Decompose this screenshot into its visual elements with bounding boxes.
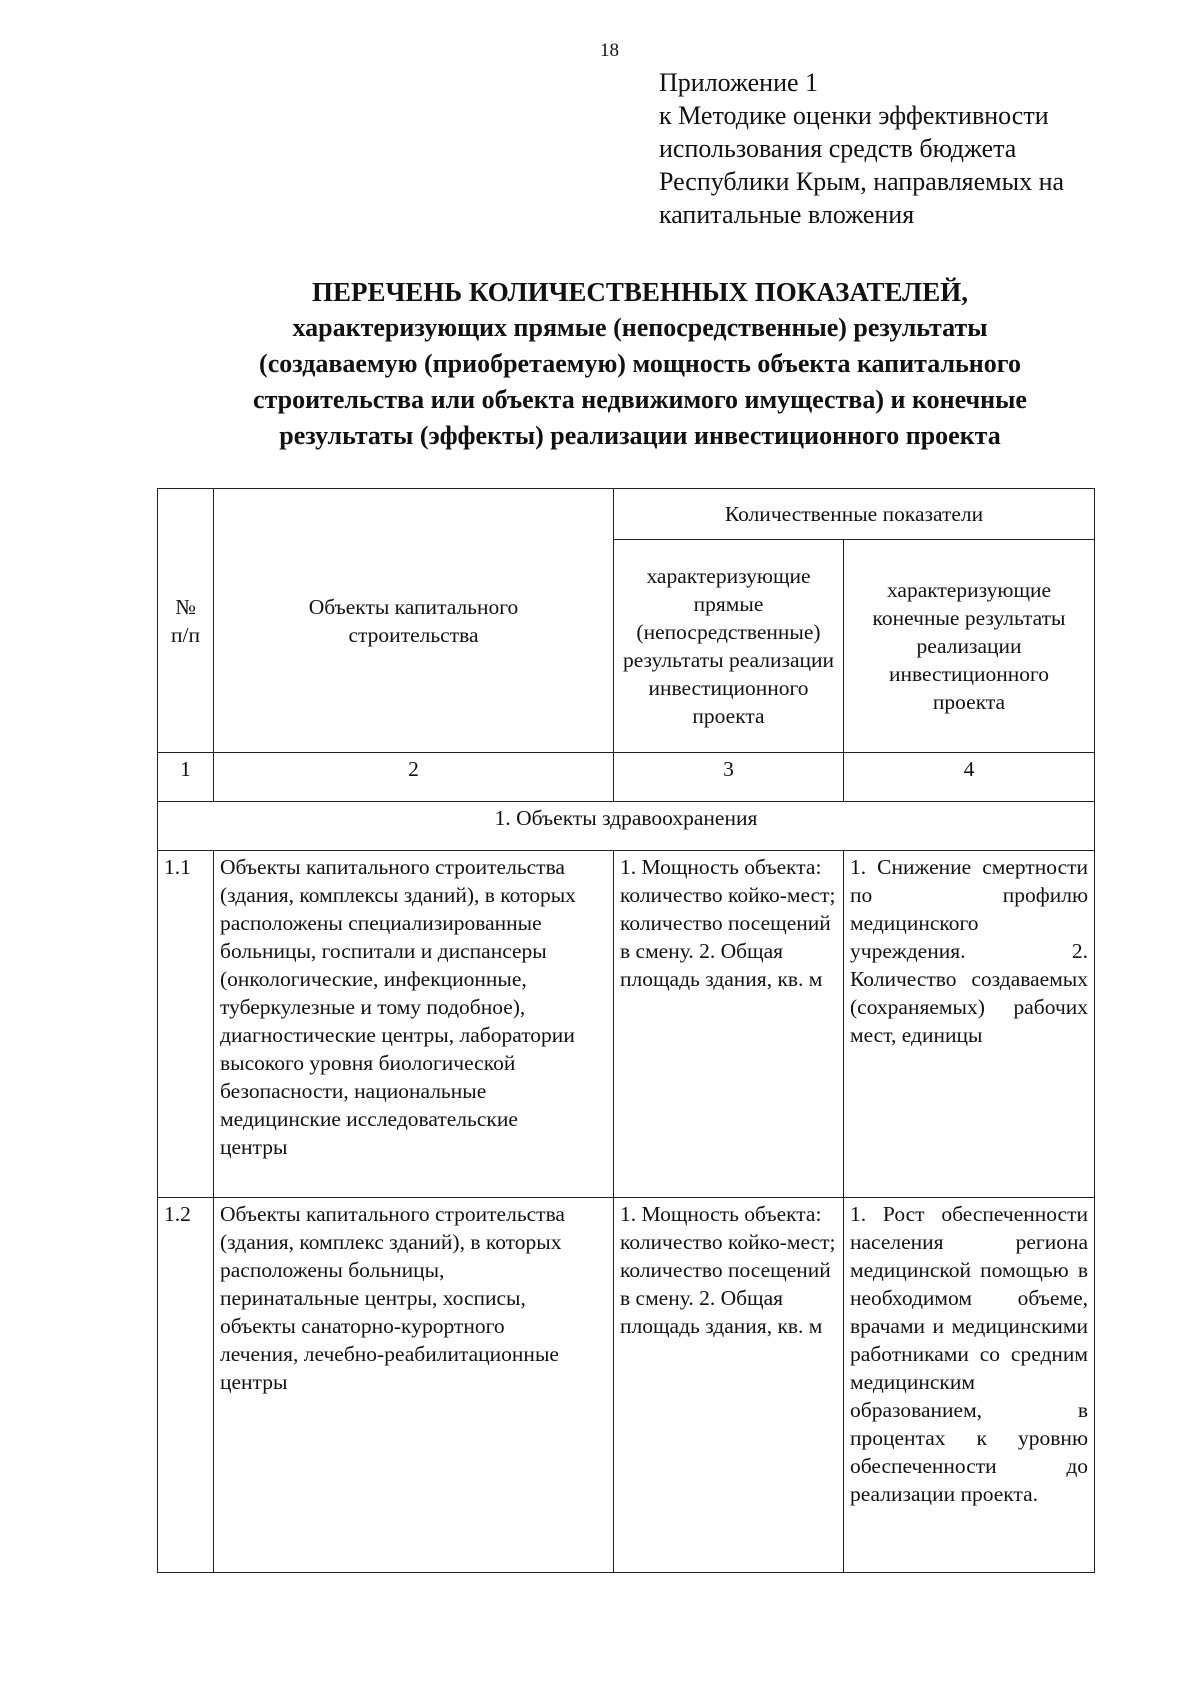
- indicators-table: [157, 488, 1095, 1573]
- row-final: 1. Снижение смертности по профилю медицинского учреждения. 2. Количество создаваемых (сохраняемых) рабочих мест, единицы: [844, 851, 1095, 1198]
- row-num: 1.2: [158, 1198, 214, 1573]
- appendix-line: использования средств бюджета: [659, 134, 1017, 163]
- header-num: № п/п: [158, 489, 214, 753]
- header-row: [158, 489, 1095, 540]
- title-sub-line: (создаваемую (приобретаемую) мощность объекта капитального: [259, 349, 1021, 378]
- title-sub-line: характеризующих прямые (непосредственные) результаты: [292, 313, 988, 342]
- row-objects: Объекты капитального строительства (здания, комплексы зданий), в которых расположены специализированные больницы, госпитали и диспансеры (онкологические, инфекционные, туберкулезные и тому подобное), диагностические центры, лаборатории высокого уровня биологической безопасности, национальные медицинские исследовательские центры: [214, 851, 614, 1198]
- column-numbers-row: [158, 753, 1095, 802]
- appendix-line: капитальные вложения: [659, 200, 915, 229]
- page-number: 18: [600, 40, 619, 61]
- row-direct: 1. Мощность объекта: количество койко-мест; количество посещений в смену. 2. Общая площадь здания, кв. м: [614, 1198, 844, 1573]
- section-row: [158, 802, 1095, 851]
- section-title: 1. Объекты здравоохранения: [158, 802, 1095, 851]
- table-row: [158, 1198, 1095, 1573]
- appendix-note: [659, 66, 1179, 231]
- row-num: 1.1: [158, 851, 214, 1198]
- title-sub-line: результаты (эффекты) реализации инвестиционного проекта: [279, 421, 1001, 450]
- column-number: 2: [214, 753, 614, 802]
- appendix-line: к Методике оценки эффективности: [659, 101, 1049, 130]
- header-final: характеризующие конечные результаты реализации инвестиционного проекта: [844, 540, 1095, 753]
- row-objects: Объекты капитального строительства (здания, комплекс зданий), в которых расположены больницы, перинатальные центры, хосписы, объекты санаторно-курортного лечения, лечебно-реабилитационные центры: [214, 1198, 614, 1573]
- column-number: 1: [158, 753, 214, 802]
- row-direct: 1. Мощность объекта: количество койко-мест; количество посещений в смену. 2. Общая площадь здания, кв. м: [614, 851, 844, 1198]
- header-group: Количественные показатели: [614, 489, 1095, 540]
- title-main: ПЕРЕЧЕНЬ КОЛИЧЕСТВЕННЫХ ПОКАЗАТЕЛЕЙ,: [311, 277, 969, 307]
- table-row: [158, 851, 1095, 1198]
- row-final: 1. Рост обеспеченности населения региона медицинской помощью в необходимом объеме, врачами и медицинскими работниками со средним медицинским образованием, в процентах к уровню обеспеченности до реализации проекта.: [844, 1198, 1095, 1573]
- header-objects: Объекты капитального строительства: [214, 489, 614, 753]
- document-title: [160, 274, 1120, 454]
- title-sub-line: строительства или объекта недвижимого имущества) и конечные: [253, 385, 1027, 414]
- appendix-line: Республики Крым, направляемых на: [659, 167, 1065, 196]
- column-number: 4: [844, 753, 1095, 802]
- header-direct: характеризующие прямые (непосредственные) результаты реализации инвестиционного проекта: [614, 540, 844, 753]
- appendix-line: Приложение 1: [659, 68, 819, 97]
- column-number: 3: [614, 753, 844, 802]
